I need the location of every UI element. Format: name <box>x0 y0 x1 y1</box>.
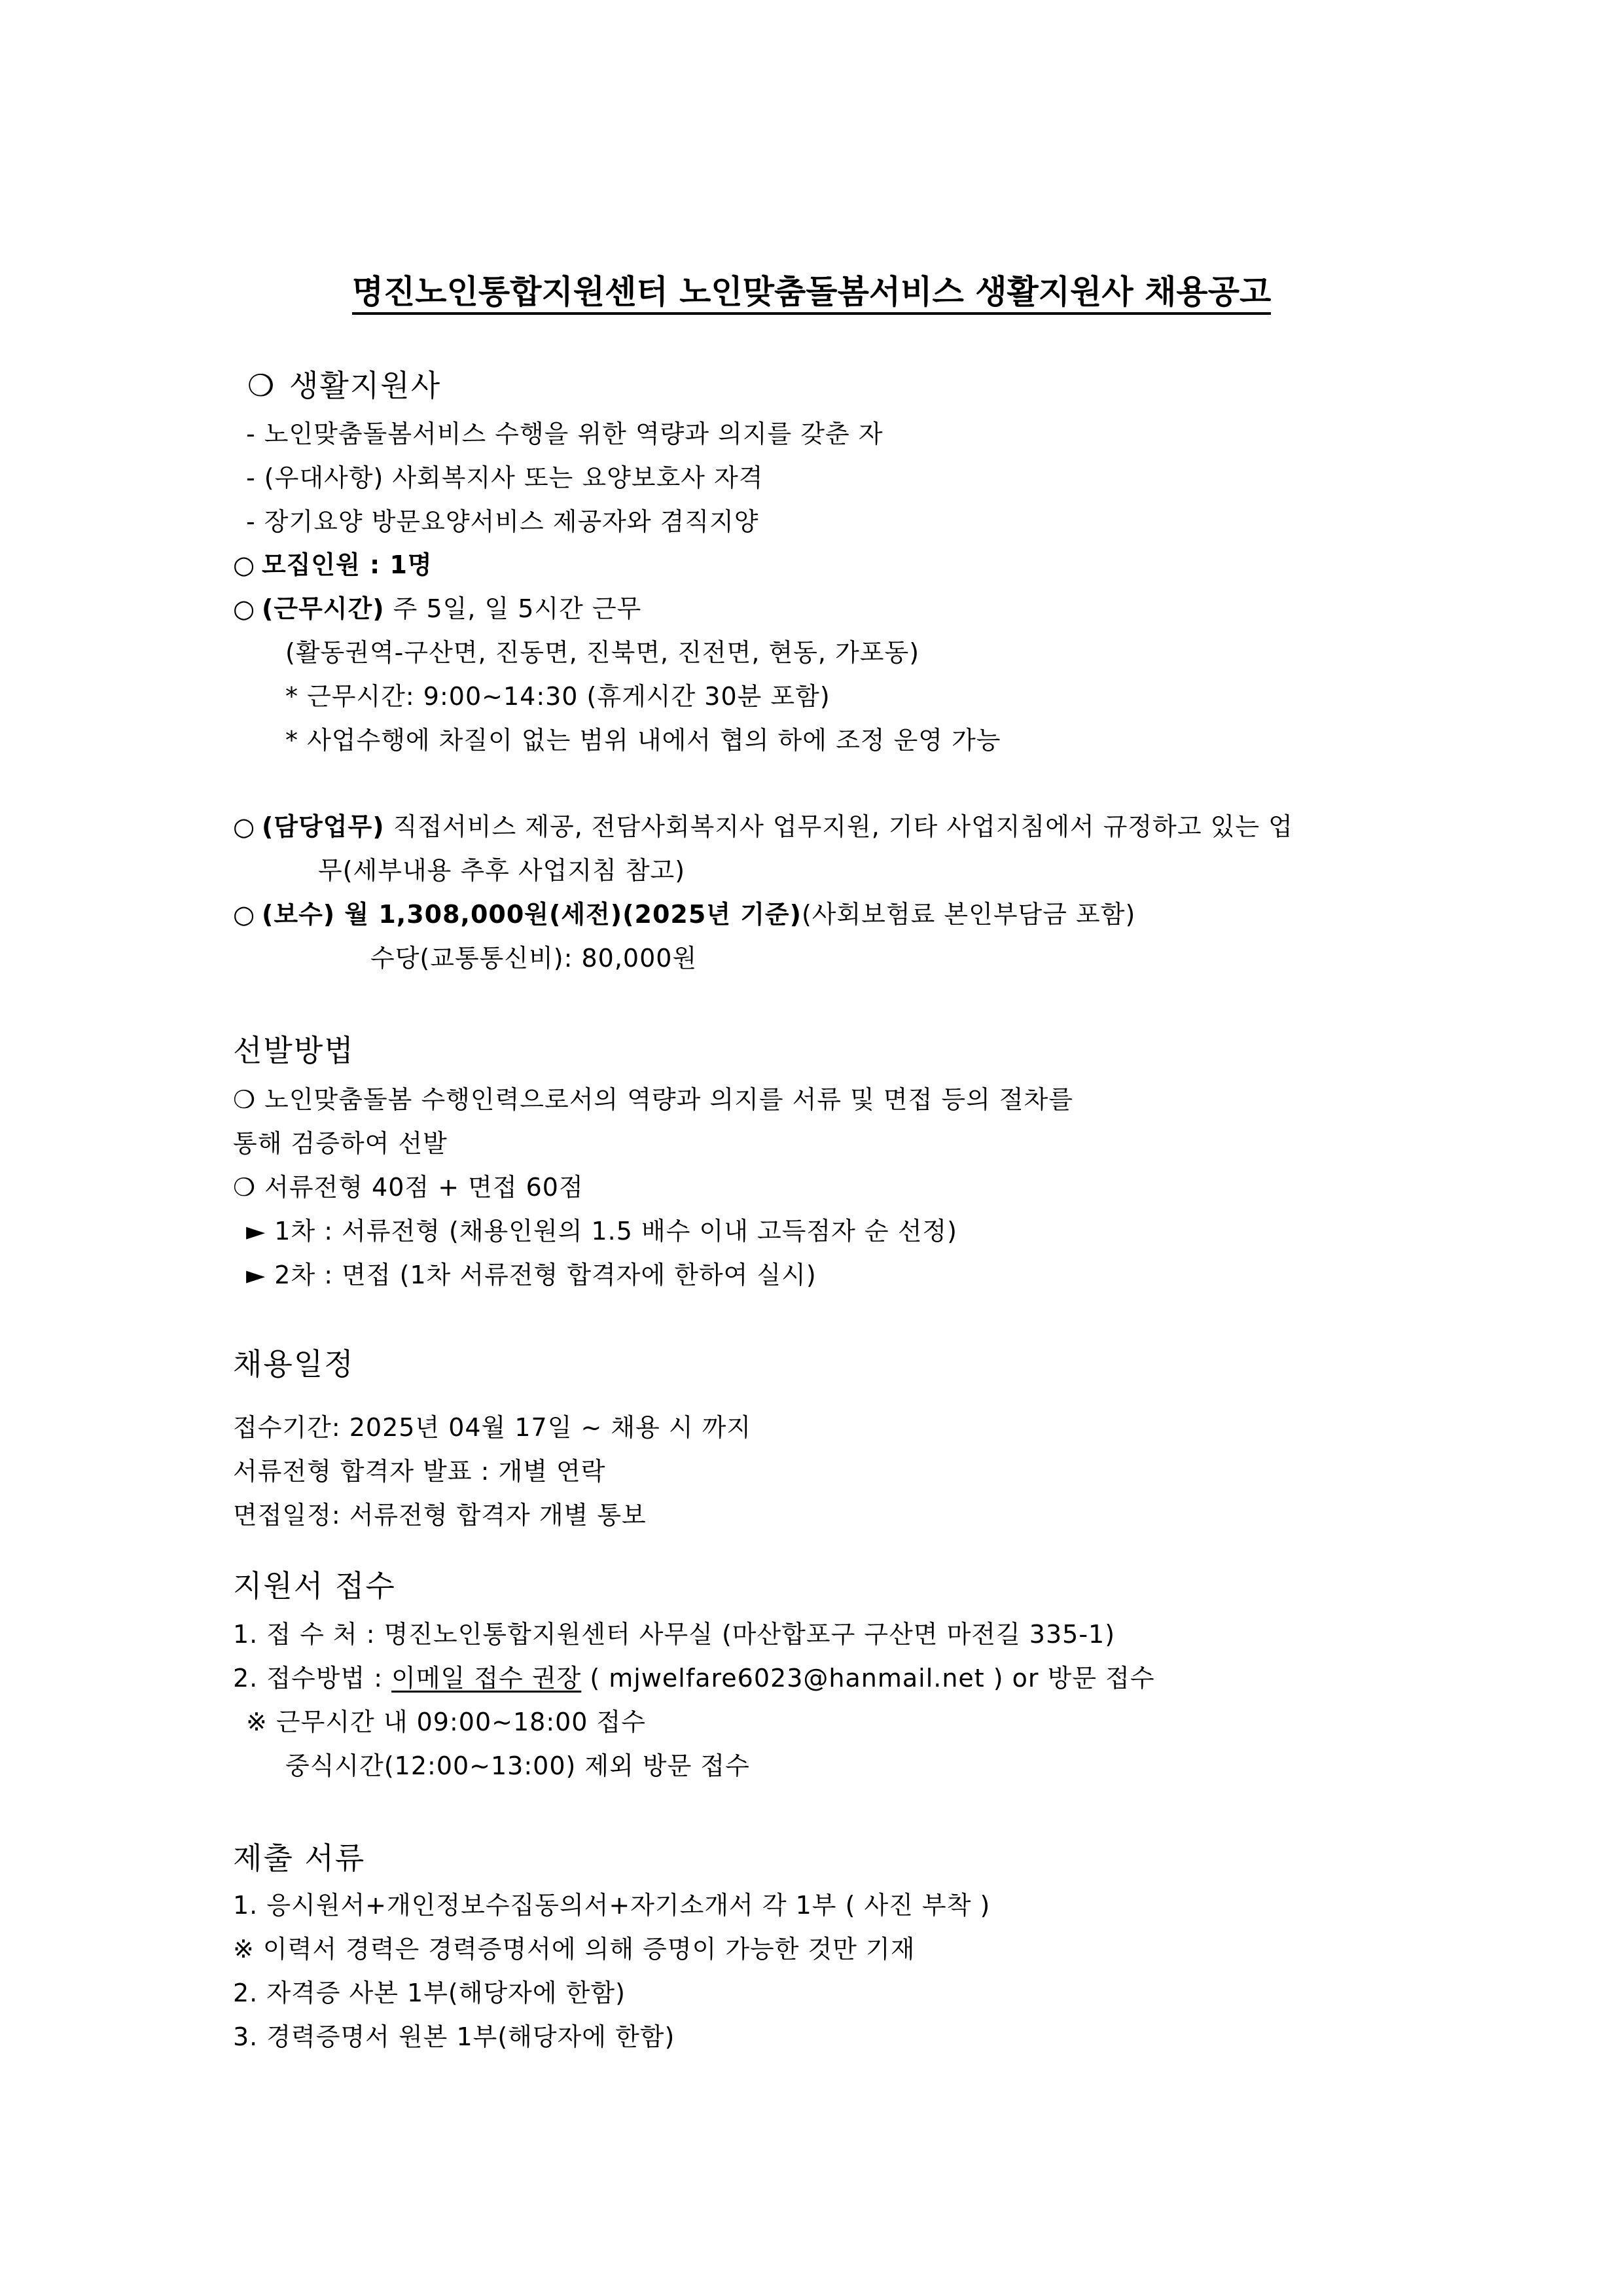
documents-heading: 제출 서류 <box>233 1840 366 1876</box>
document-item: 2. 자격증 사본 1부(해당자에 한함) <box>233 1979 626 2007</box>
selection-step: ► 1차 : 서류전형 (채용인원의 1.5 배수 이내 고득점자 순 선정) <box>246 1217 957 1246</box>
pay-text: (사회보험료 본인부담금 포함) <box>801 900 1136 929</box>
application-method-suffix: ( mjwelfare6023@hanmail.net ) or 방문 접수 <box>581 1664 1155 1693</box>
qualification-item: - 장기요양 방문요양서비스 제공자와 겸직지양 <box>246 507 759 536</box>
schedule-item: 면접일정: 서류전형 합격자 개별 통보 <box>233 1501 647 1530</box>
hours-bullet: ○ <box>233 594 256 623</box>
hours-note: * 근무시간: 9:00~14:30 (휴게시간 30분 포함) <box>285 682 830 711</box>
qualification-item: - 노인맞춤돌봄서비스 수행을 위한 역량과 의지를 갖춘 자 <box>246 420 883 448</box>
qualification-item: - (우대사항) 사회복지사 또는 요양보호사 자격 <box>246 463 764 492</box>
recruit-label: 모집인원 : 1명 <box>262 550 433 579</box>
schedule-item: 서류전형 합격자 발표 : 개별 연락 <box>233 1457 606 1486</box>
application-note: 중식시간(12:00~13:00) 제외 방문 접수 <box>285 1751 750 1780</box>
document-item: ※ 이력서 경력은 경력증명서에 의해 증명이 가능한 것만 기재 <box>233 1935 916 1964</box>
hours-text: 주 5일, 일 5시간 근무 <box>384 594 642 623</box>
page-title <box>0 271 1623 313</box>
selection-line: ❍ 노인맞춤돌봄 수행인력으로서의 역량과 의지를 서류 및 면접 등의 절차를 <box>233 1085 1074 1114</box>
schedule-heading: 채용일정 <box>233 1346 355 1382</box>
duties-bullet: ○ <box>233 812 256 841</box>
selection-line: 통해 검증하여 선발 <box>233 1129 448 1158</box>
duties-continuation: 무(세부내용 추후 사업지침 참고) <box>318 856 686 885</box>
selection-line: ❍ 서류전형 40점 + 면접 60점 <box>233 1173 584 1202</box>
hours-label: (근무시간) <box>262 594 385 623</box>
selection-heading: 선발방법 <box>233 1033 355 1068</box>
working-hours <box>233 594 641 624</box>
activity-area: (활동권역-구산면, 진동면, 진북면, 진전면, 현동, 가포동) <box>285 638 920 667</box>
pay-allowance: 수당(교통통신비): 80,000원 <box>370 944 698 973</box>
pay-label: (보수) 월 1,308,000원(세전)(2025년 기준) <box>262 900 802 929</box>
position-heading <box>247 367 441 404</box>
document-item: 1. 응시원서+개인정보수집동의서+자기소개서 각 1부 ( 사진 부착 ) <box>233 1891 991 1920</box>
position-title: 생활지원사 <box>289 368 442 403</box>
page-title-text: 명진노인통합지원센터 노인맞춤돌봄서비스 생활지원사 채용공고 <box>352 273 1272 315</box>
document-item: 3. 경력증명서 원본 1부(해당자에 한함) <box>233 2022 675 2051</box>
duties-label: (담당업무) <box>262 812 385 841</box>
duties-text: 직접서비스 제공, 전담사회복지사 업무지원, 기타 사업지침에서 규정하고 있는 업 <box>384 812 1293 841</box>
hours-note: * 사업수행에 차질이 없는 범위 내에서 협의 하에 조정 운영 가능 <box>285 726 1001 755</box>
application-method-prefix: 2. 접수방법 : <box>233 1664 392 1693</box>
recruit-count <box>233 550 433 580</box>
email-recommended: 이메일 접수 권장 <box>391 1664 582 1693</box>
application-place: 1. 접 수 처 : 명진노인통합지원센터 사무실 (마산합포구 구산면 마전길 335-1) <box>233 1620 1116 1649</box>
application-heading: 지원서 접수 <box>233 1568 396 1604</box>
recruit-bullet: ○ <box>233 550 256 579</box>
pay <box>233 899 1135 929</box>
selection-step: ► 2차 : 면접 (1차 서류전형 합격자에 한하여 실시) <box>246 1261 817 1289</box>
application-method <box>233 1663 1155 1693</box>
pay-bullet: ○ <box>233 900 256 929</box>
position-bullet: ❍ <box>247 368 276 403</box>
schedule-item: 접수기간: 2025년 04월 17일 ~ 채용 시 까지 <box>233 1413 752 1442</box>
application-note: ※ 근무시간 내 09:00~18:00 접수 <box>246 1708 646 1736</box>
duties <box>233 812 1293 842</box>
